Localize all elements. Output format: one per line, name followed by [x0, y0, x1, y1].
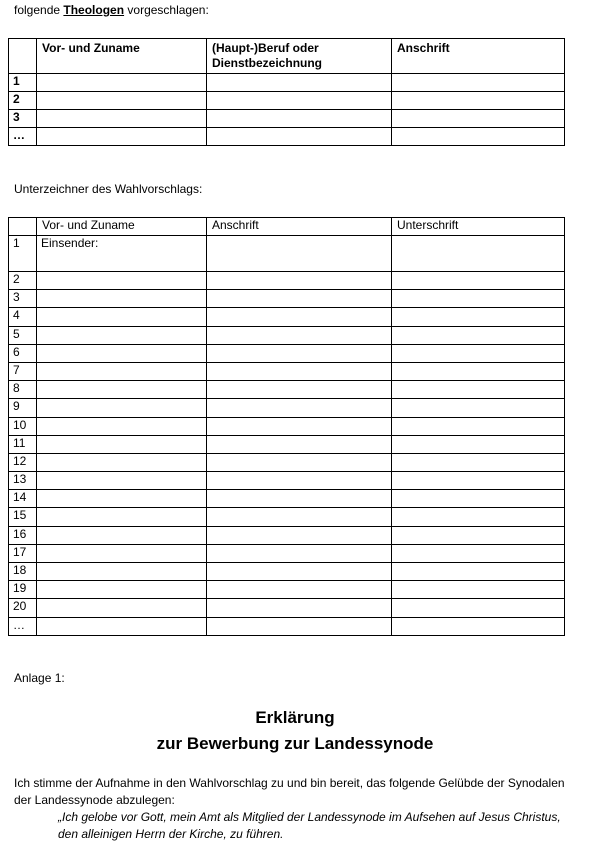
row-number: 13 [9, 472, 37, 490]
cell-detail [207, 563, 392, 581]
declaration-title: Erklärung [255, 708, 335, 727]
col-header-address: Anschrift [392, 39, 565, 74]
cell-signature [392, 236, 565, 272]
cell-name [37, 453, 207, 471]
cell-detail [207, 435, 392, 453]
vow-text: „Ich gelobe vor Gott, mein Amt als Mitglied der Landessynode im Aufsehen auf Jesus Christus, den alleinigen Herrn der Kirche, zu führen. [58, 810, 561, 841]
table-row [9, 92, 565, 110]
cell-name [37, 472, 207, 490]
cell-extra [392, 308, 565, 326]
table-row [9, 236, 565, 272]
cell-extra [392, 617, 565, 635]
table-row [9, 344, 565, 362]
intro-before: folgende [14, 3, 64, 17]
cell-name [37, 399, 207, 417]
cell-detail [207, 128, 392, 146]
cell-detail [207, 490, 392, 508]
signers-table [8, 217, 565, 636]
cell-extra [392, 74, 565, 92]
cell-detail [207, 526, 392, 544]
cell-extra [392, 326, 565, 344]
cell-name [37, 417, 207, 435]
cell-name [37, 617, 207, 635]
row-number: 7 [9, 362, 37, 380]
cell-name [37, 326, 207, 344]
cell-detail [207, 472, 392, 490]
table-row [9, 128, 565, 146]
col-header-number [9, 39, 37, 74]
cell-extra [392, 599, 565, 617]
table-row [9, 110, 565, 128]
row-number: 1 [9, 236, 37, 272]
cell-extra [392, 128, 565, 146]
theologians-table [8, 38, 565, 146]
intro-bold: Theologen [63, 3, 125, 17]
cell-name [37, 490, 207, 508]
cell-detail [207, 617, 392, 635]
cell-name [37, 110, 207, 128]
table-row [9, 508, 565, 526]
row-number: 14 [9, 490, 37, 508]
row-number: 18 [9, 563, 37, 581]
cell-extra [392, 453, 565, 471]
intro-after: vorgeschlagen: [124, 3, 209, 17]
table-row [9, 453, 565, 471]
table-row [9, 326, 565, 344]
signers-table-body [9, 236, 565, 636]
row-number: 9 [9, 399, 37, 417]
cell-detail [207, 362, 392, 380]
consent-paragraph: Ich stimme der Aufnahme in den Wahlvorschlag zu und bin bereit, das folgende Gelübde der Synodalen der Landessynode abzulegen: [14, 776, 565, 807]
cell-detail [207, 453, 392, 471]
intro-line [14, 3, 209, 17]
row-number: 1 [9, 74, 37, 92]
col-header-number [9, 218, 37, 236]
row-number: 6 [9, 344, 37, 362]
row-number: 12 [9, 453, 37, 471]
row-number: 4 [9, 308, 37, 326]
table-row [9, 617, 565, 635]
signers-label: Unterzeichner des Wahlvorschlags: [14, 182, 203, 196]
table-header-row [9, 218, 565, 236]
cell-name [37, 599, 207, 617]
cell-name [37, 74, 207, 92]
cell-detail [207, 74, 392, 92]
table-row [9, 599, 565, 617]
cell-detail [207, 417, 392, 435]
cell-name [37, 92, 207, 110]
sender-label: Einsender: [37, 236, 207, 272]
cell-name [37, 290, 207, 308]
cell-detail [207, 381, 392, 399]
row-number: 17 [9, 544, 37, 562]
row-number: 3 [9, 110, 37, 128]
cell-detail [207, 599, 392, 617]
cell-name [37, 128, 207, 146]
cell-extra [392, 526, 565, 544]
table-row [9, 381, 565, 399]
table-row [9, 490, 565, 508]
table-row [9, 272, 565, 290]
cell-detail [207, 290, 392, 308]
cell-name [37, 526, 207, 544]
col-header-address: Anschrift [207, 218, 392, 236]
row-number: 5 [9, 326, 37, 344]
row-number: … [9, 617, 37, 635]
cell-name [37, 381, 207, 399]
row-number: 11 [9, 435, 37, 453]
row-number: 2 [9, 92, 37, 110]
col-header-signature: Unterschrift [392, 218, 565, 236]
cell-detail [207, 326, 392, 344]
cell-extra [392, 490, 565, 508]
cell-name [37, 544, 207, 562]
cell-name [37, 344, 207, 362]
table-row [9, 362, 565, 380]
row-number: 20 [9, 599, 37, 617]
table-row [9, 417, 565, 435]
cell-extra [392, 581, 565, 599]
cell-name [37, 362, 207, 380]
table-row [9, 74, 565, 92]
cell-detail [207, 92, 392, 110]
cell-extra [392, 92, 565, 110]
cell-name [37, 435, 207, 453]
cell-detail [207, 399, 392, 417]
row-number: 2 [9, 272, 37, 290]
table-row [9, 435, 565, 453]
col-header-profession: (Haupt-)Beruf oder Dienstbezeichnung [207, 39, 392, 74]
cell-detail [207, 508, 392, 526]
cell-detail [207, 544, 392, 562]
cell-extra [392, 508, 565, 526]
table-row [9, 290, 565, 308]
declaration-subtitle: zur Bewerbung zur Landessynode [156, 734, 434, 753]
cell-name [37, 563, 207, 581]
row-number: 10 [9, 417, 37, 435]
table-row [9, 544, 565, 562]
cell-detail [207, 308, 392, 326]
cell-extra [392, 544, 565, 562]
cell-extra [392, 381, 565, 399]
row-number: … [9, 128, 37, 146]
cell-extra [392, 563, 565, 581]
cell-extra [392, 344, 565, 362]
row-number: 8 [9, 381, 37, 399]
cell-name [37, 508, 207, 526]
cell-name [37, 308, 207, 326]
table-row [9, 399, 565, 417]
cell-name [37, 581, 207, 599]
cell-detail [207, 110, 392, 128]
table-row [9, 581, 565, 599]
cell-extra [392, 435, 565, 453]
table-row [9, 472, 565, 490]
cell-extra [392, 272, 565, 290]
appendix-label: Anlage 1: [14, 671, 65, 685]
cell-detail [207, 272, 392, 290]
table-row [9, 308, 565, 326]
theologians-table-body [9, 74, 565, 146]
table-row [9, 563, 565, 581]
col-header-name: Vor- und Zuname [37, 39, 207, 74]
row-number: 3 [9, 290, 37, 308]
cell-extra [392, 110, 565, 128]
cell-detail [207, 344, 392, 362]
cell-extra [392, 290, 565, 308]
cell-extra [392, 399, 565, 417]
row-number: 15 [9, 508, 37, 526]
row-number: 19 [9, 581, 37, 599]
cell-extra [392, 417, 565, 435]
cell-name [37, 272, 207, 290]
col-header-name: Vor- und Zuname [37, 218, 207, 236]
cell-address [207, 236, 392, 272]
cell-extra [392, 472, 565, 490]
cell-detail [207, 581, 392, 599]
table-row [9, 526, 565, 544]
table-header-row [9, 39, 565, 74]
row-number: 16 [9, 526, 37, 544]
cell-extra [392, 362, 565, 380]
